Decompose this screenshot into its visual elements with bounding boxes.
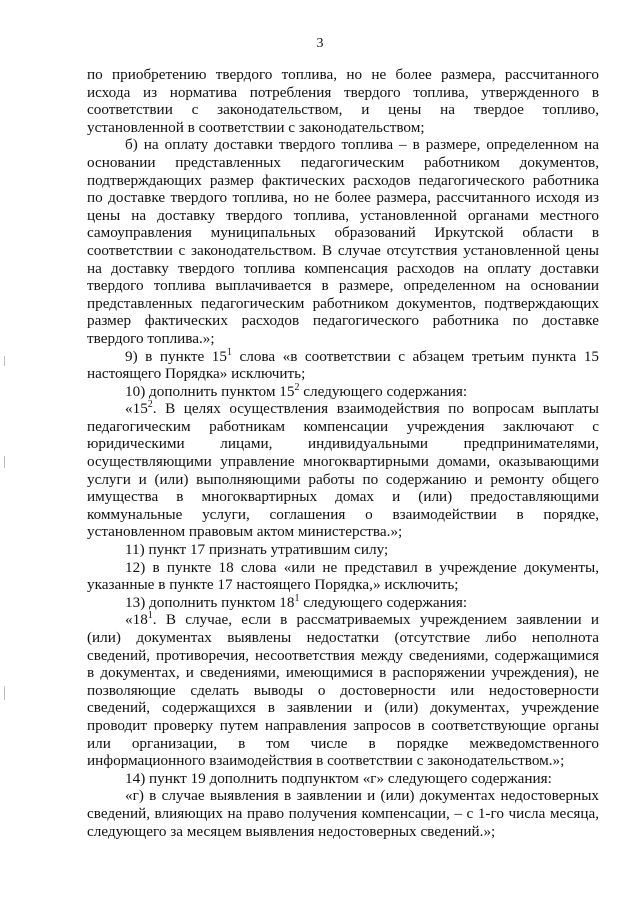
text-line (87, 84, 599, 102)
text-line (87, 348, 599, 366)
text-segment: . В случае, если в рассматриваемых учреждением заявлении и (152, 611, 599, 629)
text-line (87, 752, 599, 770)
text-segment: подтверждающих размер фактических расходов педагогического работника (87, 171, 599, 189)
text-line (87, 260, 599, 278)
text-segment: установленном правовым актом министерства.»; (87, 523, 403, 541)
text-line (87, 735, 599, 753)
text-segment: сведений, влияющих на право получения компенсации, – с 1-го числа месяца, (87, 804, 599, 822)
text-segment: твердого топлива.»; (87, 329, 215, 347)
binding-mark (4, 686, 5, 700)
text-line (87, 101, 599, 119)
text-line (87, 383, 599, 401)
text-line (87, 611, 599, 629)
superscript-index: 2 (294, 381, 300, 393)
superscript-index: 1 (147, 610, 153, 622)
text-line (87, 682, 599, 700)
text-line (87, 647, 599, 665)
text-segment: основании представленных педагогическим работником документов, (87, 153, 599, 171)
text-line (87, 242, 599, 260)
text-segment: коммунальные услуги, соглашения о взаимодействии в порядке, (87, 505, 599, 523)
text-segment: «18 (125, 611, 148, 629)
text-line (87, 418, 599, 436)
text-segment: б) на оплату доставки твердого топлива – в размере, определенном на (125, 136, 599, 154)
text-segment: осуществляющими управление многоквартирными домами, оказывающими (87, 453, 599, 471)
text-line (87, 435, 599, 453)
text-segment: проводит проверку путем направления запросов в соответствующие органы (87, 716, 599, 734)
text-segment: «15 (125, 400, 148, 418)
text-segment: настоящего Порядка» исключить; (87, 365, 306, 383)
text-line (87, 400, 599, 418)
text-line (87, 664, 599, 682)
text-segment: информационного взаимодействия в соответствии с законодательством.»; (87, 752, 565, 770)
text-segment: следующего за месяцем выявления недостоверных сведений.»; (87, 822, 496, 840)
text-segment: 12) в пункте 18 слова «или не представил в учреждение документы, (125, 558, 599, 576)
text-segment: слова «в соответствии с абзацем третьим пункта 15 (231, 347, 600, 365)
text-segment: цены на доставку твердого топлива, установленной органами местного (87, 206, 599, 224)
text-segment: указанные в пункте 17 настоящего Порядка,» исключить; (87, 576, 459, 594)
text-line (87, 523, 599, 541)
text-segment: 13) дополнить пунктом 18 (125, 593, 295, 611)
text-line (87, 224, 599, 242)
text-line (87, 207, 599, 225)
text-segment: следующего содержания: (299, 382, 468, 400)
text-segment: исхода из норматива потребления твердого топлива, утвержденного в (87, 83, 599, 101)
text-line (87, 136, 599, 154)
text-segment: 10) дополнить пунктом 15 (125, 382, 295, 400)
text-line (87, 823, 599, 841)
text-line (87, 172, 599, 190)
text-line (87, 805, 599, 823)
text-line (87, 330, 599, 348)
text-segment: установленной в соответствии с законодательством; (87, 118, 425, 136)
superscript-index: 1 (226, 346, 232, 358)
text-segment: следующего содержания: (299, 593, 468, 611)
text-segment: твердого топлива выплачивается в размере, определенном на основании (87, 277, 599, 295)
text-segment: имущества в многоквартирных домах и (или) предоставляющими (87, 488, 599, 506)
text-line (87, 365, 599, 383)
text-line (87, 295, 599, 313)
text-line (87, 629, 599, 647)
text-line (87, 154, 599, 172)
text-line (87, 576, 599, 594)
binding-mark (4, 356, 5, 366)
text-line (87, 506, 599, 524)
text-line (87, 699, 599, 717)
text-line (87, 717, 599, 735)
text-line (87, 559, 599, 577)
superscript-index: 1 (294, 592, 300, 604)
text-segment: (или) документах выявлены недостатки (отсутствие либо неполнота (87, 629, 599, 646)
text-segment: размер фактических расходов педагогического работника по доставке (87, 312, 599, 330)
text-line (87, 189, 599, 207)
page-number: 3 (316, 36, 324, 51)
text-line (87, 541, 599, 559)
text-line (87, 119, 599, 137)
text-segment: сведений, содержащихся в заявлении и (или) документах, учреждение (87, 699, 599, 717)
text-segment: 14) пункт 19 дополнить подпунктом «г» следующего содержания: (125, 769, 552, 787)
text-line (87, 277, 599, 295)
text-segment: педагогическим работникам компенсации учреждения заключают с (87, 417, 599, 435)
binding-mark (4, 456, 5, 468)
text-segment: самоуправления муниципальных образований Иркутской области в (87, 224, 599, 242)
text-segment: соответствии с законодательством, и цены на твердое топливо, (87, 101, 599, 119)
text-segment: представленных педагогическим работником документов, подтверждающих (87, 294, 599, 312)
text-line (87, 66, 599, 84)
text-segment: услуги и (или) выполняющими работы по содержанию и ремонту общего (87, 470, 599, 488)
text-segment: позволяющие сделать выводы о достоверности или недостоверности (87, 681, 599, 699)
text-segment: . В целях осуществления взаимодействия по вопросам выплаты (152, 400, 599, 418)
superscript-index: 2 (147, 399, 153, 411)
text-segment: или организации, в том числе в порядке межведомственного (87, 734, 599, 752)
text-segment: по приобретению твердого топлива, но не более размера, рассчитанного (87, 66, 599, 83)
text-line (87, 453, 599, 471)
text-line (87, 787, 599, 805)
text-segment: юридическими лицами, индивидуальными предпринимателями, (87, 435, 599, 453)
text-line (87, 312, 599, 330)
text-segment: в документах, и сведениями, имеющимися в распоряжении учреждения), не (87, 664, 599, 682)
text-segment: сведений, противоречия, несоответствия между сведениями, содержащимися (87, 646, 599, 664)
text-segment: по доставке твердого топлива, но не более размера, рассчитанного исходя из (87, 189, 599, 207)
text-segment: на доставку твердого топлива компенсация расходов на оплату доставки (87, 259, 599, 277)
text-line (87, 594, 599, 612)
text-segment: «г) в случае выявления в заявлении и (или) документах недостоверных (125, 787, 599, 805)
text-segment: 11) пункт 17 признать утратившим силу; (125, 541, 389, 559)
text-segment: соответствии с законодательством. В случае отсутствия установленной цены (87, 241, 599, 259)
text-line (87, 488, 599, 506)
text-line (87, 471, 599, 489)
text-segment: 9) в пункте 15 (125, 347, 227, 365)
document-body (87, 66, 599, 840)
text-line (87, 770, 599, 788)
